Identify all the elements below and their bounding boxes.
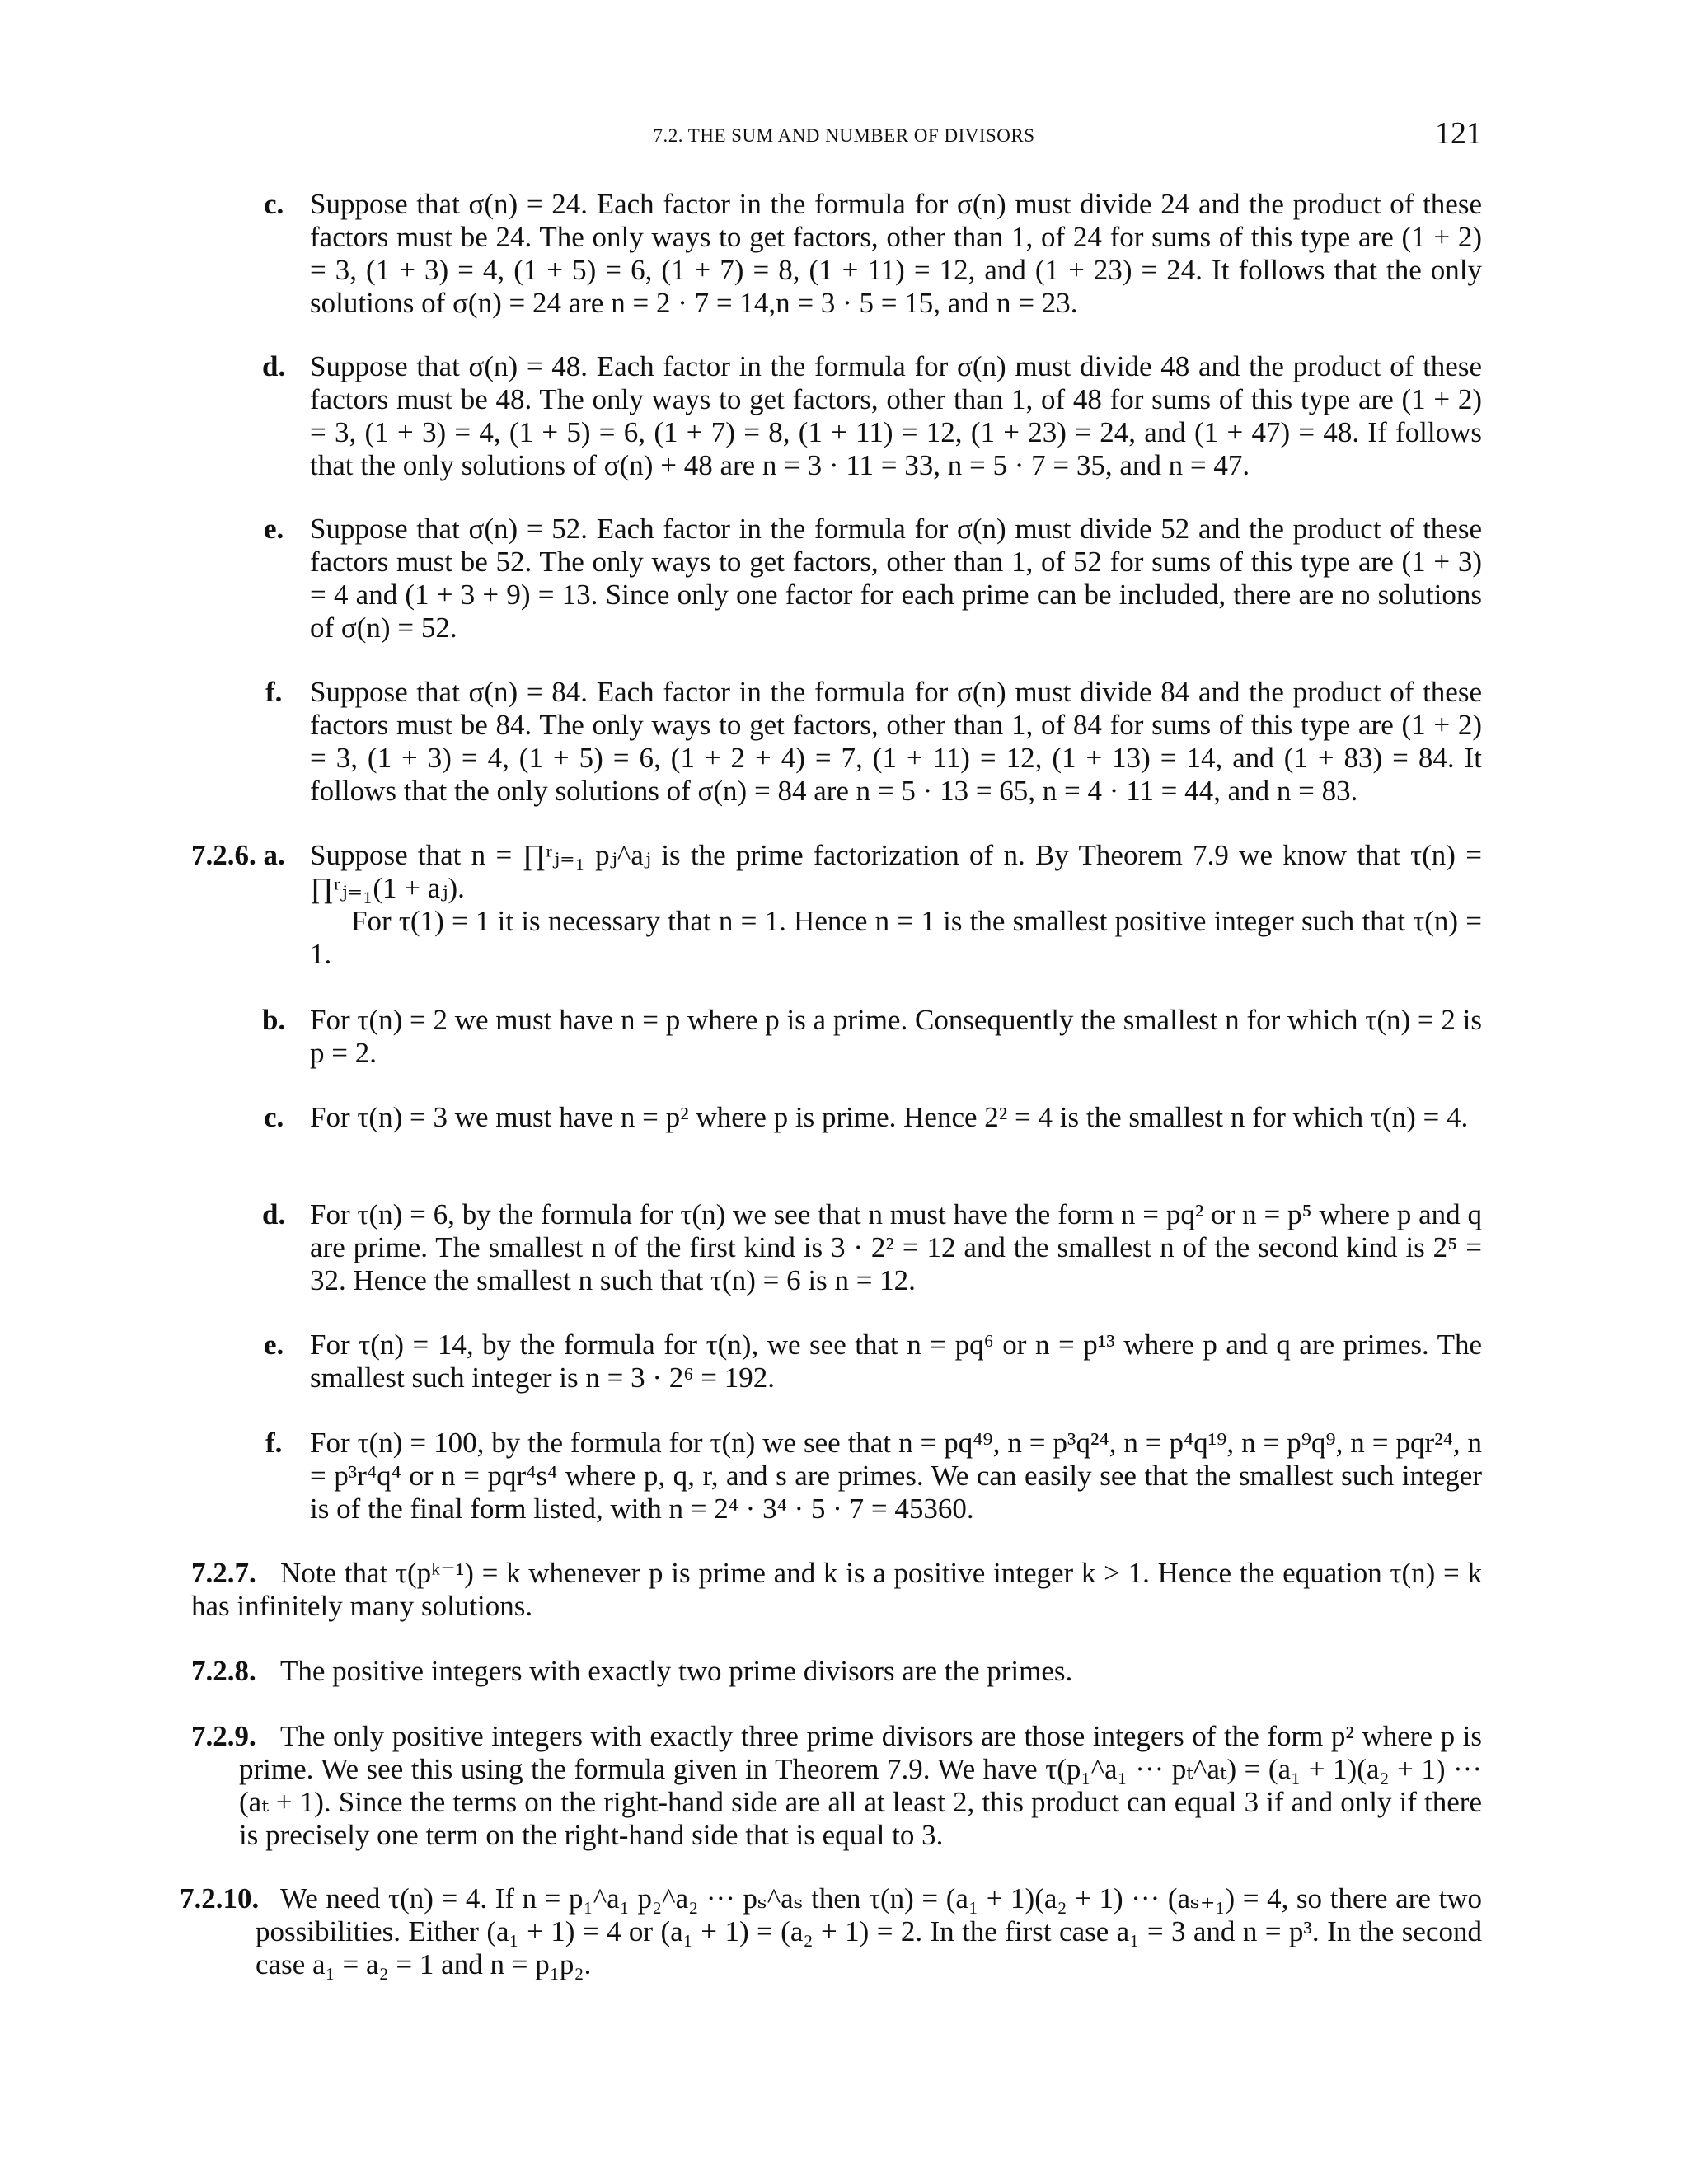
item-7-2-6-f: [265, 1427, 1482, 1526]
item-7-2-6-d: [262, 1198, 1482, 1297]
item-text-continued: For τ(1) = 1 it is necessary that n = 1. Hence n = 1 is the smallest positive integer such that τ(n) = 1.: [310, 905, 1482, 970]
item-label: e.: [264, 1329, 284, 1361]
item-label: c.: [264, 188, 284, 220]
item-7-2-5-f: [265, 676, 1482, 808]
item-text: For τ(n) = 3 we must have n = p² where p is prime. Hence 2² = 4 is the smallest n for which τ(n) = 4.: [310, 1101, 1469, 1133]
page-number: 121: [1435, 116, 1482, 151]
item-label: b.: [262, 1004, 286, 1036]
item-label: d.: [262, 1198, 286, 1230]
item-label: d.: [262, 350, 286, 382]
item-text: For τ(n) = 100, by the formula for τ(n) we see that n = pq⁴⁹, n = p³q²⁴, n = p⁴q¹⁹, n = p⁹q⁹, n = pqr²⁴, n = p³r⁴q⁴ or n = pqr⁴s⁴ where p, q, r, and s are primes. We can easily see that the smallest such integer is of the final form listed, with n = 2⁴ · 3⁴ · 5 · 7 = 45360.: [310, 1427, 1482, 1525]
item-label: e.: [264, 513, 284, 545]
item-7-2-6-a: [191, 839, 1482, 971]
item-7-2-5-c: [264, 188, 1482, 320]
item-text: Suppose that σ(n) = 52. Each factor in the formula for σ(n) must divide 52 and the product of these factors must be 52. The only ways to get factors, other than 1, of 52 for sums of this type are (1 + 3) = 4 and (1 + 3 + 9) = 13. Since only one factor for each prime can be included, there are no solutions of σ(n) = 52.: [310, 513, 1482, 644]
item-text: For τ(n) = 14, by the formula for τ(n), we see that n = pq⁶ or n = p¹³ where p and q are primes. The smallest such integer is n = 3 · 2⁶ = 192.: [310, 1329, 1482, 1394]
item-label: 7.2.8.: [191, 1655, 256, 1687]
item-text: The positive integers with exactly two prime divisors are the primes.: [280, 1655, 1073, 1687]
item-7-2-6-b: [262, 1004, 1482, 1070]
item-7-2-8: [191, 1655, 1482, 1688]
item-7-2-5-e: [264, 513, 1482, 644]
item-7-2-9: [191, 1720, 1482, 1852]
item-7-2-10: [180, 1882, 1482, 1981]
item-text: Suppose that σ(n) = 24. Each factor in the formula for σ(n) must divide 24 and the product of these factors must be 24. The only ways to get factors, other than 1, of 24 for sums of this type are (1 + 2) = 3, (1 + 3) = 4, (1 + 5) = 6, (1 + 7) = 8, (1 + 11) = 12, and (1 + 23) = 24. It follows that the only solutions of σ(n) = 24 are n = 2 · 7 = 14,n = 3 · 5 = 15, and n = 23.: [310, 188, 1482, 319]
item-label: f.: [265, 676, 283, 708]
item-text: The only positive integers with exactly three prime divisors are those integers of the form p² where p is prime. We see this using the formula given in Theorem 7.9. We have τ(p₁^a₁ ··· pₜ^aₜ) = (a₁ + 1)(a₂ + 1) ··· (aₜ + 1). Since the terms on the right-hand side are all at least 2, this product can equal 3 if and only if there is precisely one term on the right-hand side that is equal to 3.: [239, 1720, 1482, 1851]
item-text: We need τ(n) = 4. If n = p₁^a₁ p₂^a₂ ··· pₛ^aₛ then τ(n) = (a₁ + 1)(a₂ + 1) ··· (aₛ₊₁) = 4, so there are two possibilities. Either (a₁ + 1) = 4 or (a₁ + 1) = (a₂ + 1) = 2. In the first case a₁ = 3 and n = p³. In the second case a₁ = a₂ = 1 and n = p₁p₂.: [256, 1882, 1482, 1980]
item-label: f.: [265, 1427, 283, 1459]
item-7-2-6-e: [264, 1329, 1482, 1394]
item-text: For τ(n) = 2 we must have n = p where p is a prime. Consequently the smallest n for which τ(n) = 2 is p = 2.: [310, 1004, 1482, 1069]
item-text: Note that τ(pᵏ⁻¹) = k whenever p is prime and k is a positive integer k > 1. Hence the equation τ(n) = k has infinitely many solutions.: [191, 1557, 1482, 1622]
item-7-2-6-c: [264, 1101, 1482, 1134]
item-text: For τ(n) = 6, by the formula for τ(n) we see that n must have the form n = pq² or n = p⁵ where p and q are prime. The smallest n of the first kind is 3 · 2² = 12 and the smallest n of the second kind is 2⁵ = 32. Hence the smallest n such that τ(n) = 6 is n = 12.: [310, 1198, 1482, 1296]
item-text: Suppose that n = ∏ʳⱼ₌₁ pⱼ^aⱼ is the prime factorization of n. By Theorem 7.9 we know that τ(n) = ∏ʳⱼ₌₁(1 + aⱼ).: [310, 839, 1482, 904]
item-7-2-7: [191, 1557, 1482, 1623]
item-text: Suppose that σ(n) = 48. Each factor in the formula for σ(n) must divide 48 and the product of these factors must be 48. The only ways to get factors, other than 1, of 48 for sums of this type are (1 + 2) = 3, (1 + 3) = 4, (1 + 5) = 6, (1 + 7) = 8, (1 + 11) = 12, (1 + 23) = 24, and (1 + 47) = 48. If follows that the only solutions of σ(n) + 48 are n = 3 · 11 = 33, n = 5 · 7 = 35, and n = 47.: [310, 350, 1482, 481]
item-label: 7.2.7.: [191, 1557, 256, 1589]
item-7-2-5-d: [262, 350, 1482, 482]
item-label: c.: [264, 1101, 284, 1133]
item-label: 7.2.6. a.: [191, 839, 285, 871]
item-label: 7.2.9.: [191, 1720, 256, 1752]
item-label: 7.2.10.: [180, 1882, 260, 1915]
item-text: Suppose that σ(n) = 84. Each factor in the formula for σ(n) must divide 84 and the product of these factors must be 84. The only ways to get factors, other than 1, of 84 for sums of this type are (1 + 2) = 3, (1 + 3) = 4, (1 + 5) = 6, (1 + 2 + 4) = 7, (1 + 11) = 12, (1 + 13) = 14, and (1 + 83) = 84. It follows that the only solutions of σ(n) = 84 are n = 5 · 13 = 65, n = 4 · 11 = 44, and n = 83.: [310, 676, 1482, 807]
running-head: 7.2. THE SUM AND NUMBER OF DIVISORS: [653, 125, 1035, 146]
